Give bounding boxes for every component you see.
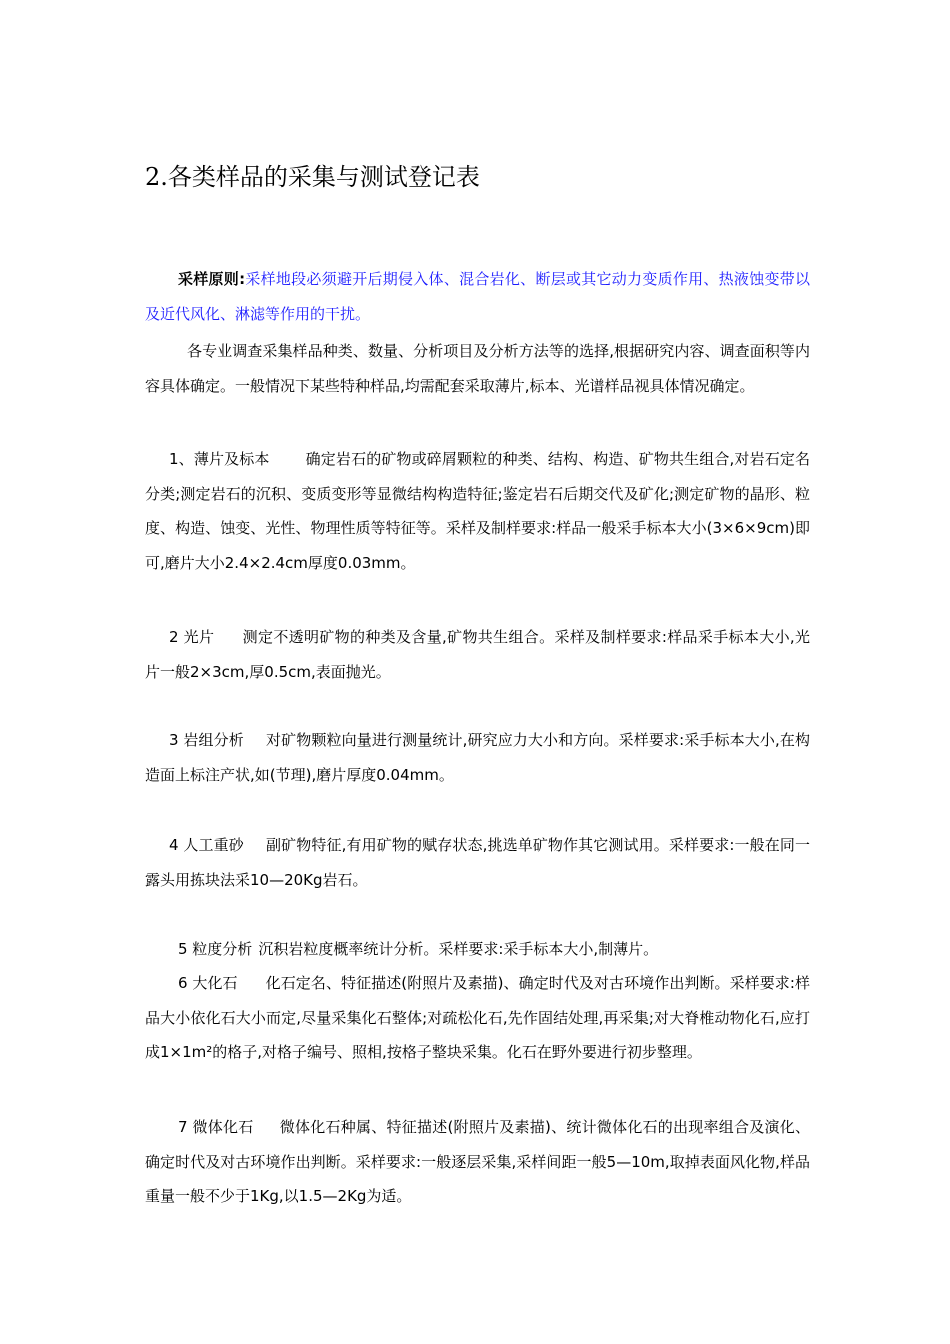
item-fabric-analysis-paragraph (145, 723, 810, 792)
sampling-principle-paragraph (145, 262, 810, 331)
item-grain-size-heading: 5 粒度分析 (178, 940, 253, 958)
item-heavy-mineral-paragraph (145, 828, 810, 897)
sampling-principle-label: 采样原则: (178, 270, 246, 288)
item-fabric-analysis-text: 对矿物颗粒向量进行测量统计,研究应力大小和方向。采样要求:采手标本大小,在构造面上标注产状,如(节理),磨片厚度0.04mm。 (145, 731, 811, 784)
item-macrofossil-heading: 6 大化石 (178, 974, 238, 992)
item-fabric-analysis-heading: 3 岩组分析 (169, 731, 244, 749)
item-thin-section-paragraph (145, 442, 810, 580)
item-grain-size-paragraph (145, 932, 810, 967)
intro-paragraph: 各专业调查采集样品种类、数量、分析项目及分析方法等的选择,根据研究内容、调查面积等内容具体确定。一般情况下某些特种样品,均需配套采取薄片,标本、光谱样品视具体情况确定。 (145, 342, 810, 395)
item-macrofossil-paragraph (145, 966, 810, 1070)
item-microfossil-heading: 7 微体化石 (178, 1118, 254, 1136)
item-polished-section-text: 测定不透明矿物的种类及含量,矿物共生组合。采样及制样要求:样品采手标本大小,光片一般2×3cm,厚0.5cm,表面抛光。 (145, 628, 811, 681)
item-microfossil-paragraph (145, 1110, 810, 1214)
item-thin-section-heading: 1、薄片及标本 (169, 450, 270, 468)
item-heavy-mineral-heading: 4 人工重砂 (169, 836, 244, 854)
item-polished-section-heading: 2 光片 (169, 628, 215, 646)
item-heavy-mineral-text: 副矿物特征,有用矿物的赋存状态,挑选单矿物作其它测试用。采样要求:一般在同一露头用拣块法采10—20Kg岩石。 (145, 836, 811, 889)
item-polished-section-paragraph (145, 620, 810, 689)
item-microfossil-text: 微体化石种属、特征描述(附照片及素描)、统计微体化石的出现率组合及演化、确定时代及对古环境作出判断。采样要求:一般逐层采集,采样间距一般5—10m,取掉表面风化物,样品重量一般不少于1Kg,以1.5—2Kg为适。 (145, 1118, 810, 1205)
item-thin-section-text: 确定岩石的矿物或碎屑颗粒的种类、结构、构造、矿物共生组合,对岩石定名分类;测定岩石的沉积、变质变形等显微结构构造特征;鉴定岩石后期交代及矿化;测定矿物的晶形、粒度、构造、蚀变、光性、物理性质等特征等。采样及制样要求:样品一般采手标本大小(3×6×9cm)即可,磨片大小2.4×2.4cm厚度0.03mm。 (145, 450, 810, 572)
page-title: 2.各类样品的采集与测试登记表 (145, 163, 480, 191)
item-macrofossil-text: 化石定名、特征描述(附照片及素描)、确定时代及对古环境作出判断。采样要求:样品大小依化石大小而定,尽量采集化石整体;对疏松化石,先作固结处理,再采集;对大脊椎动物化石,应打成1×1m²的格子,对格子编号、照相,按格子整块采集。化石在野外要进行初步整理。 (145, 974, 810, 1061)
item-grain-size-text: 沉积岩粒度概率统计分析。采样要求:采手标本大小,制薄片。 (258, 940, 659, 958)
sampling-principle-text: 采样地段必须避开后期侵入体、混合岩化、断层或其它动力变质作用、热液蚀变带以及近代风化、淋滤等作用的干扰。 (145, 270, 810, 323)
